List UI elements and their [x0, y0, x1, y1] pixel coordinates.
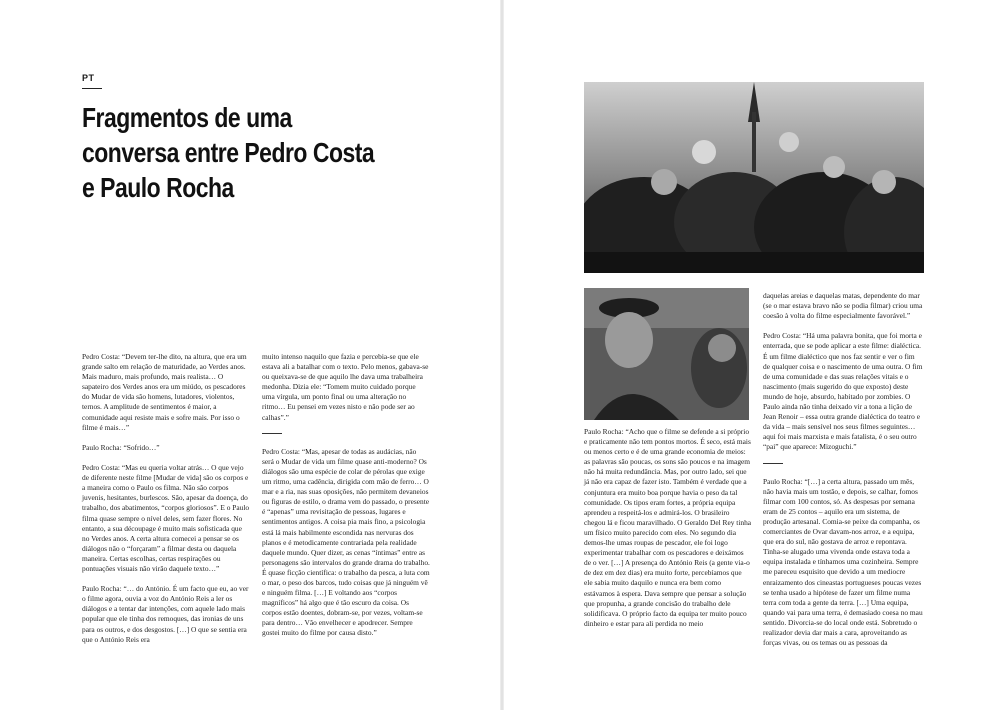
- paragraph: muito intenso naquilo que fazia e percebia-se que ele estava ali a batalhar com o texto. Pelo menos, gabava-se ou queixava-se de que aquilo lhe dava uma trabalheira medonha. Dizia ele: “Tomem muito cuidado porque uma vírgula, um ponto final ou uma alteração no ritmo… Eu pensei em vezes nisto e não pode ser ao calhas”.”: [262, 352, 429, 422]
- book-gutter: [500, 0, 504, 710]
- section-separator: [763, 463, 783, 464]
- title-line: conversa entre Pedro Costa: [82, 137, 375, 168]
- paragraph: Pedro Costa: “Devem ter-lhe dito, na altura, que era um grande salto em relação de maturidade, ao Verdes anos. Mais maduro, mais profundo, mais realista… O sapateiro dos Verdes anos era um miúdo, os pescadores do Mudar de vida são homens, lutadores, violentos, ternos. A amplitude de sentimentos é maior, a comunidade aqui resiste mais e sofre mais. Por isso o filme é mais…”: [82, 352, 247, 432]
- paragraph: Paulo Rocha: “Acho que o filme se defende a si próprio e praticamente não tem pontos mortos. É seco, está mais ou menos certo e é de uma grande economia de meios: as palavras são poucas, os sons são poucos e na imagem não há muita redundância. Mas, por outro lado, sei que já não era capaz de fazer isto. Também é verdade que a conjuntura era muito boa porque havia o peso da tal comunidade. Os tipos eram fortes, a própria equipa aprendeu a respeitá-los e admirá-los. O brasileiro chegou lá e ficou maravilhado. O Geraldo Del Rey tinha um físico muito parecido com eles. No segundo dia demos-lhe umas roupas de pescador, ele foi logo experimentar trabalhar com os pescadores e deixámos de o ver. […] A presença do António Reis (a gente via-o de dez em dez dias) era muito forte, percebíamos que ele sabia muito daquilo e nunca era bem como estávamos à espera. Dava sempre que pensar a solução que propunha, a grande concisão do trabalho dele solidificava. O próprio facto da equipa ter muito pouco dinheiro e estar para ali perdida no meio: [584, 427, 752, 628]
- section-separator: [262, 433, 282, 434]
- language-tag: PT: [82, 73, 95, 83]
- language-tag-rule: [82, 88, 102, 89]
- text-column-3: [584, 427, 752, 629]
- paragraph: Paulo Rocha: “[…] a certa altura, passado um mês, não havia mais um tostão, e depois, se calhar, fomos filmar com 100 contos, só. As despesas por semana eram de 25 contos – aquilo era um sistema, de produção artesanal. Comia-se peixe da companha, os comerciantes de Ovar davam-nos arroz, e a equipa, que era do sul, não gostava de arroz e repontava. Tinha-se alugado uma vivenda onde estava toda a equipa instalada e tínhamos uma cozinheira. Sempre me pareceu esquisito que devido a um mediocre enraizamento dos cineastas portugueses poucas vezes se tenha usado a hipótese de fazer um filme numa terra com toda a gente da terra. […] Uma equipa, quando vai para uma terra, é demasiado coesa no mau sentido. Divorcia-se do local onde está. Sobretudo o realizador devia dar mais a cara, aproveitando as forças vivas, ou os temas ou as pessoas da: [763, 476, 923, 648]
- text-column-2: [262, 352, 430, 639]
- article-title: [82, 100, 410, 205]
- paragraph: Paulo Rocha: “Sofrido…”: [82, 442, 160, 452]
- text-column-4: [763, 291, 923, 648]
- paragraph: daquelas areias e daquelas matas, dependente do mar (se o mar estava bravo não se podia filmar) criou uma coesão à volta do filme especialmente favorável.”: [763, 291, 923, 321]
- film-still-portrait: [584, 288, 749, 420]
- paragraph: Pedro Costa: “Há uma palavra bonita, que foi morta e enterrada, que se pode aplicar a este filme: dialéctica. É um filme dialéctico que nos faz sentir e ver o fim de qualquer coisa e o nascimento de uma outra. O fim de uma comunidade e das suas relações vitais e o nascimento (mais sugerido do que exposto) deste mundo de hoje, absurdo, habitado por zombies. O Paulo ainda não tinha deixado vir a tona a lição de Jean Renoir – essa outra grande dialéctica do teatro e da vida – mais sensível nos seus filmes seguintes… aqui foi mais marxista e mais fatalista, é o seu outro “pai” que aparece: Mizoguchi.”: [763, 331, 923, 452]
- paragraph: Paulo Rocha: “… do António. É um facto que eu, ao ver o filme agora, ouvia a voz do António Reis a ler os diálogos e a tentar dar intenções, com aquele lado mais popular que ele tinha dos remoques, das ironias de uns para os outros, e dos desgostos. […] O que se sentia era que o António Reis era: [82, 584, 249, 644]
- film-still-boat-crowd: [584, 82, 924, 273]
- paragraph: Pedro Costa: “Mas, apesar de todas as audácias, não será o Mudar de vida um filme quase anti-moderno? Os diálogos são uma espécie de colar de pérolas que exige um ritmo, uma cadência, dirigida com mão de ferro… O mar e a ria, nas suas oposições, não permitem devaneios ou figuras de estilo, o drama vem do passado, o presente é “apenas” uma revisitação de pessoas, lugares e sentimentos antigos. A coisa pia mais fino, a psicologia está lá mais habilmente escondida nas nervuras dos planos e é metodicamente contrariada pela realidade daquele mundo. Quer dizer, as cenas “íntimas” entre as personagens são intervalos do grande drama do trabalho. É quase ficção científica: o trabalho da pesca, a luta com o mar, o peso dos barcos, tudo coisas que já ninguém vê e ninguém filma. […] E voltando aos “corpos magníficos” há algo que é tão escuro da coisa. Os corpos estão doentes, dobram-se, por vezes, voltam-se para dentro… Vão envelhecer e apodrecer. Sempre gostei muito do filme por causa disto.”: [262, 446, 430, 638]
- text-column-1: [82, 352, 250, 645]
- title-line: Fragmentos de uma: [82, 102, 292, 133]
- title-line: e Paulo Rocha: [82, 172, 234, 203]
- paragraph: Pedro Costa: “Mas eu queria voltar atrás… O que vejo de diferente neste filme [Mudar de vida] são os corpos e a maneira como o Paulo os filma. Não são corpos juvenis, hesitantes, burlescos. São, apesar da doença, do trabalho, dos abatimentos, “corpos gloriosos”. E o Paulo filma quase sempre o nível deles, sem fazer flores. No entanto, a sua découpage é muito mais sofisticada que no Verdes anos. A certa altura comecei a pensar se os diálogos não o “forçaram” a filmar desta ou daquela maneira. Certas escolhas, certas respirações ou pontuações visuais não virão daquele texto…”: [82, 463, 250, 573]
